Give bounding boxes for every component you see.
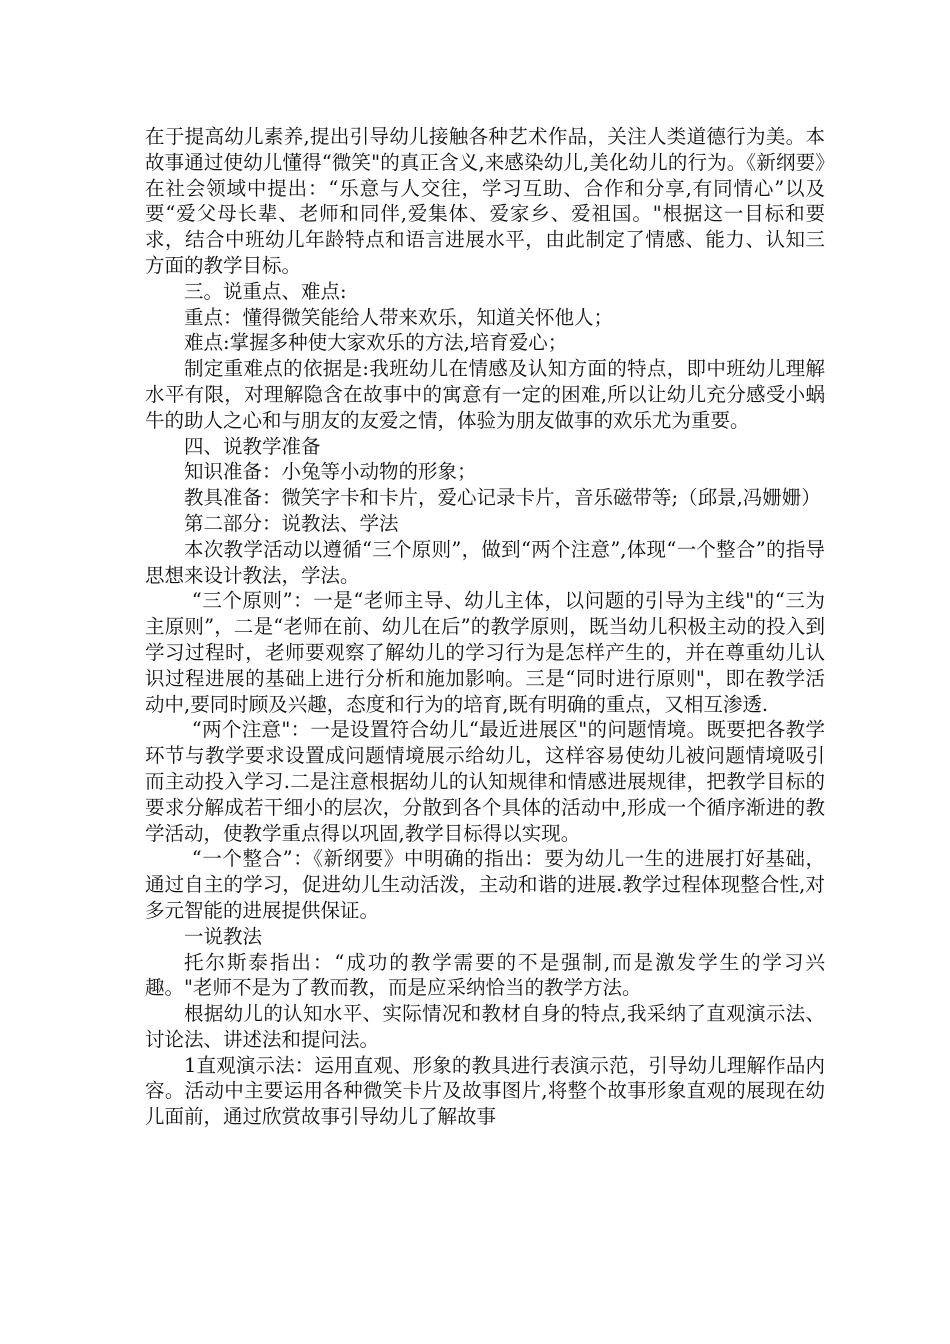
paragraph-three-principles: “三个原则”：一是“老师主导、幼儿主体，以问题的引导为主线"的“三为主原则”，二是“老师在前、幼儿在后”的教学原则，既当幼儿积极主动的投入到学习过程时，老师要观察了解幼儿的学习行为是怎样产生的，并在尊重幼儿认识过程进展的基础上进行分析和施加影响。三是“同时进行原则"，即在教学活动中,要同时顾及兴趣，态度和行为的培育,既有明确的重点，又相互渗透.	[145, 589, 825, 716]
paragraph-two-notes: “两个注意"：一是设置符合幼儿“最近进展区"的问题情境。既要把各教学环节与教学要求设置成问题情境展示给幼儿，这样容易使幼儿被问题情境吸引而主动投入学习.二是注意根据幼儿的认知规律和情感进展规律，把教学目标的要求分解成若干细小的层次，分散到各个具体的活动中,形成一个循序渐进的教学活动，使教学重点得以巩固,教学目标得以实现。	[145, 718, 825, 845]
paragraph-methods-adopted: 根据幼儿的认知水平、实际情况和教材自身的特点,我采纳了直观演示法、讨论法、讲述法和提问法。	[145, 1002, 825, 1051]
heading-key-difficult-points: 三。说重点、难点:	[184, 279, 347, 303]
document-body	[145, 124, 825, 1130]
paragraph-knowledge-preparation: 知识准备：小兔等小动物的形象；	[184, 460, 477, 484]
paragraph-tolstoy-quote: 托尔斯泰指出：“成功的教学需要的不是强制,而是激发学生的学习兴趣。"老师不是为了教而教，而是应采纳恰当的教学方法。	[145, 950, 825, 1000]
paragraph-key-point: 重点：懂得微笑能给人带来欢乐，知道关怀他人；	[184, 305, 614, 329]
paragraph-teaching-aids: 教具准备：微笑字卡和卡片，爱心记录卡片，音乐磁带等;（邱景,冯姗姗）	[184, 486, 821, 510]
paragraph-basis: 制定重难点的依据是:我班幼儿在情感及认知方面的特点，即中班幼儿理解水平有限，对理解隐含在故事中的寓意有一定的困难,所以让幼儿充分感受小蜗牛的助人之心和与朋友的友爱之情，体验为朋友做事的欢乐尤为重要。	[145, 357, 825, 432]
paragraph-guiding-idea: 本次教学活动以遵循“三个原则”，做到“两个注意”,体现“一个整合”的指导思想来设计教法，学法。	[145, 537, 825, 587]
paragraph-difficult-point: 难点:掌握多种使大家欢乐的方法,培育爱心；	[184, 331, 568, 355]
heading-teaching-preparation: 四、说教学准备	[184, 434, 321, 458]
heading-teaching-methods: 一说教法	[184, 924, 263, 948]
heading-part-two: 第二部分：说教法、学法	[184, 511, 399, 535]
paragraph-demonstration-method: 1直观演示法：运用直观、形象的教具进行表演示范，引导幼儿理解作品内容。活动中主要运用各种微笑卡片及故事图片,将整个故事形象直观的展现在幼儿面前，通过欣赏故事引导幼儿了解故事	[145, 1053, 825, 1129]
paragraph-teaching-goals: 在于提高幼儿素养,提出引导幼儿接触各种艺术作品，关注人类道德行为美。本故事通过使幼儿懂得“微笑"的真正含义,来感染幼儿,美化幼儿的行为。《新纲要》在社会领域中提出：“乐意与人交往，学习互助、合作和分享,有同情心”以及要“爱父母长辈、老师和同伴,爱集体、爱家乡、爱祖国。"根据这一目标和要求，结合中班幼儿年龄特点和语言进展水平，由此制定了情感、能力、认知三方面的教学目标。	[145, 125, 825, 277]
paragraph-one-integration: “一个整合”：《新纲要》中明确的指出：要为幼儿一生的进展打好基础，通过自主的学习，促进幼儿生动活泼，主动和谐的进展.教学过程体现整合性,对多元智能的进展提供保证。	[145, 847, 825, 922]
